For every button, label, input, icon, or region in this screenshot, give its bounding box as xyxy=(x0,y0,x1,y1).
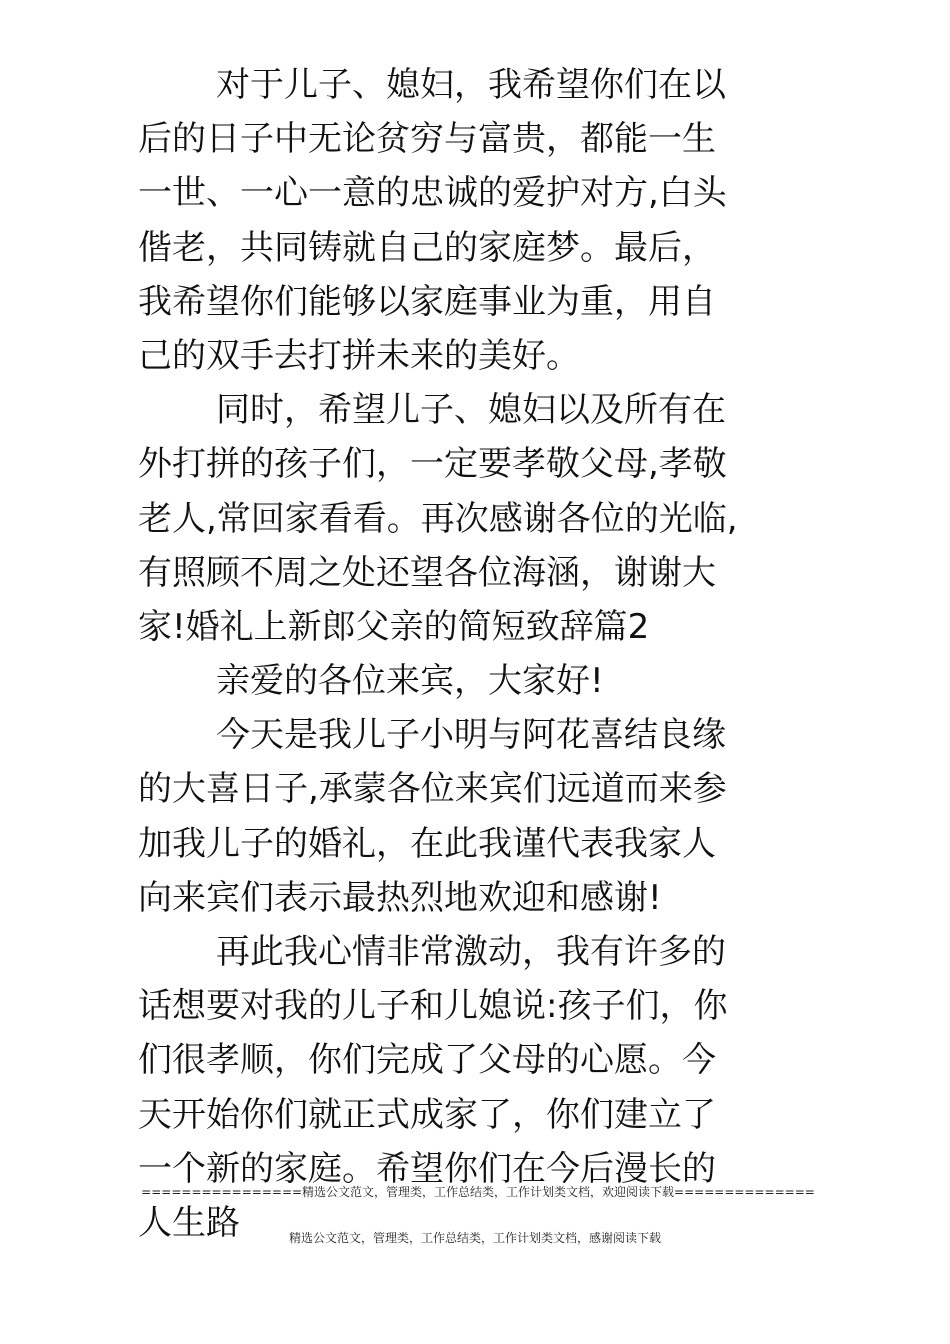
text-line: 老人,常回家看看。再次感谢各位的光临, xyxy=(138,498,738,539)
footer-separator-text: ================精选公文范文，管理类，工作总结类，工作计划类文档，欢迎阅读下载============== xyxy=(141,1185,815,1199)
text-line: 偕老，共同铸就自己的家庭梦。最后， xyxy=(138,227,716,268)
document-body xyxy=(138,58,818,1250)
text-line: 的大喜日子,承蒙各位来宾们远道而来参 xyxy=(138,769,727,810)
text-line: 话想要对我的儿子和儿媳说:孩子们，你 xyxy=(138,986,728,1027)
text-line: 对于儿子、媳妇，我希望你们在以 xyxy=(216,65,726,105)
text-line: 今天是我儿子小明与阿花喜结良缘 xyxy=(216,715,726,756)
text-line: 有照顾不周之处还望各位海涵，谢谢大 xyxy=(138,552,716,593)
text-line: 外打拼的孩子们，一定要孝敬父母,孝敬 xyxy=(138,444,727,485)
text-line: 天开始你们就正式成家了，你们建立了 xyxy=(138,1094,716,1135)
text-line: 家!婚礼上新郎父亲的简短致辞篇2 xyxy=(138,606,650,647)
text-line: 再此我心情非常激动，我有许多的 xyxy=(216,932,726,972)
text-line: 向来宾们表示最热烈地欢迎和感谢! xyxy=(138,877,662,918)
text-line: 己的双手去打拼未来的美好。 xyxy=(138,335,580,376)
text-line: 加我儿子的婚礼，在此我谨代表我家人 xyxy=(138,823,716,864)
text-line: 后的日子中无论贫穷与富贵，都能一生 xyxy=(138,119,716,160)
text-line: 同时，希望儿子、媳妇以及所有在 xyxy=(216,390,726,431)
text-line: 人生路 xyxy=(138,1202,240,1243)
text-line: 一世、一心一意的忠诚的爱护对方,白头 xyxy=(138,173,727,214)
footer-note: 精选公文范文，管理类，工作总结类，工作计划类文档，感谢阅读下载 xyxy=(288,1231,661,1245)
text-line: 亲爱的各位来宾，大家好! xyxy=(216,661,604,702)
text-line: 一个新的家庭。希望你们在今后漫长的 xyxy=(138,1148,716,1189)
text-line: 们很孝顺，你们完成了父母的心愿。今 xyxy=(138,1040,716,1081)
text-line: 我希望你们能够以家庭事业为重，用自 xyxy=(138,281,716,322)
